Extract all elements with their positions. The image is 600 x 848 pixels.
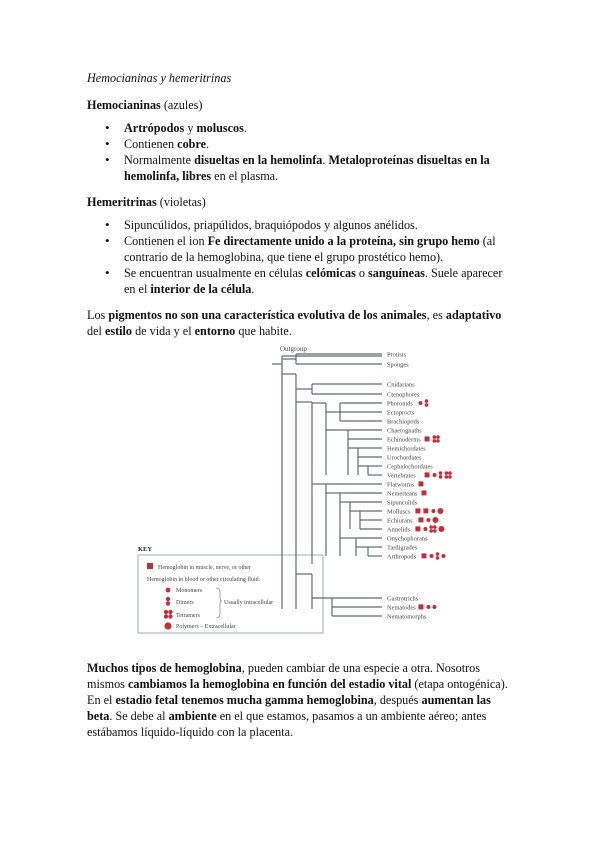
phylogeny-tree (136, 342, 488, 638)
hemoglobin-marker-mono (430, 554, 434, 558)
key-intracellular-label: Usually intracellular (224, 600, 274, 606)
hemoglobin-marker-mono (431, 509, 435, 513)
tree-labels (387, 352, 433, 621)
hemoglobin-marker-sq (422, 553, 427, 558)
taxon-label-cnidarians: Cnidarians (387, 381, 415, 389)
taxon-label-arthropods: Arthropods (387, 553, 417, 561)
hemoglobin-marker-tetra (445, 471, 452, 478)
document-body (87, 70, 512, 339)
taxon-label-hemichordates: Hemichordates (387, 445, 426, 453)
taxon-label-ctenophores: Ctenophores (387, 391, 420, 399)
list-item: • Se encuentran usualmente en células celómicas o sanguíneas. Suele aparecer en el interior de la célula. (124, 265, 512, 297)
key-title: KEY (138, 546, 153, 553)
hemoglobin-marker-mono (442, 554, 446, 558)
hemocianinas-heading: Hemocianinas (azules) (87, 98, 203, 112)
taxon-label-tardigrades: Tardigrades (387, 544, 418, 552)
taxon-label-onychophorans: Onychophorans (387, 535, 428, 543)
key-monomers-label: Monomers (176, 588, 202, 594)
taxon-label-ectoprocts: Ectoprocts (387, 409, 415, 417)
key-muscle-label: Hemoglobin in muscle, nerve, or other (158, 565, 251, 571)
key-polymers-label: Polymers – Extracellular (176, 624, 236, 630)
outgroup-label: Outgroup (280, 345, 307, 353)
hemocianinas-list (87, 120, 512, 184)
taxon-label-cephalochordates: Cephalochordates (387, 463, 433, 471)
key-muscle-square (147, 563, 153, 569)
hemoglobin-marker-mono (426, 518, 430, 522)
taxon-label-echiurans: Echiurans (387, 517, 413, 525)
hemoglobin-marker-mono (423, 527, 427, 531)
taxon-label-brachiopods: Brachiopods (387, 418, 420, 426)
hemoglobin-marker-sq (422, 490, 427, 495)
hemoglobin-marker-dimer (425, 399, 429, 406)
hemoglobin-marker-poly (432, 517, 438, 523)
taxon-label-urochordates: Urochordates (387, 454, 422, 462)
key-dimer-dot-a (166, 597, 170, 601)
list-item: • Contienen el ion Fe directamente unido a la proteína, sin grupo hemo (al contrario de la hemoglobina, que tiene el grupo prostético hemo). (124, 233, 512, 265)
key-dimer-dot-b (166, 601, 170, 605)
hemoglobin-marker-mono (426, 605, 430, 609)
key-intracellular-bracket (216, 588, 222, 618)
hemoglobin-marker-sq (415, 526, 420, 531)
list-item: • Artrópodos y moluscos. (124, 120, 512, 136)
hemoglobin-marker-sq (418, 481, 423, 486)
taxon-label-sponges: Sponges (387, 361, 409, 369)
hemoglobin-marker-sq (418, 604, 423, 609)
hemoglobin-marker-poly (437, 508, 443, 514)
hemoglobin-marker-tetra (429, 525, 436, 532)
taxon-label-nemerteans: Nemerteans (387, 490, 418, 498)
key-tetramer-icon (164, 610, 173, 619)
taxon-label-vertebrates: Vertebrates (387, 472, 416, 480)
hemoglobin-marker-sq (415, 508, 420, 513)
taxon-label-nematodes: Nematodes (387, 604, 416, 612)
key-tetramers-label: Tetramers (176, 613, 200, 619)
taxon-label-flatworms: Flatworms (387, 481, 415, 489)
taxon-label-protists: Protists (387, 351, 407, 359)
hemeritrinas-heading: Hemeritrinas (violetas) (87, 195, 206, 209)
hemoglobin-marker-sq (423, 508, 428, 513)
hemoglobina-paragraph: Muchos tipos de hemoglobina, pueden cambiar de una especie a otra. Nosotros mismos cambiamos la hemoglobina en función del estadio vital (etapa ontogénica). En el estadio fetal tenemos mucha gamma hemoglobina, después aumentan las beta. Se debe al ambiente en el que estamos, pasamos a un ambiente aéreo; antes estábamos líquido-líquido con la placenta. (87, 661, 508, 739)
hemoglobin-marker-mono (418, 401, 422, 405)
key-polymer-dot (164, 622, 171, 629)
hemoglobin-marker-dimer (436, 552, 440, 559)
hemoglobin-phylogeny-figure (136, 342, 488, 638)
hemoglobin-marker-sq (425, 436, 430, 441)
hemoglobin-marker-sq (425, 472, 430, 477)
hemeritrinas-list (87, 217, 512, 297)
taxon-label-nematomorphs: Nematomorphs (387, 613, 427, 621)
key-dimers-label: Dimers (176, 600, 194, 606)
hemoglobin-marker-mono (433, 473, 437, 477)
hemoglobin-marker-sq (418, 517, 423, 522)
tree-branches (272, 354, 382, 616)
key-monomer-dot (166, 588, 171, 593)
hemoglobin-marker-tetra (433, 435, 440, 442)
taxon-label-molluscs: Molluscs (387, 508, 411, 516)
taxon-label-chaetognaths: Chaetognaths (387, 427, 422, 435)
hemoglobin-marker-poly (438, 526, 444, 532)
pigmentos-paragraph: Los pigmentos no son una característica evolutiva de los animales, es adaptativo del estilo de vida y el entorno que habite. (87, 308, 502, 338)
taxon-label-phoronids: Phoronids (387, 400, 413, 408)
key-blood-label: Hemoglobin in blood or other circulating fluid: (147, 577, 261, 583)
taxon-label-gastrotrichs: Gastrotrichs (387, 595, 419, 603)
hemoglobin-marker-dimer (439, 471, 443, 478)
list-item: • Sipuncúlidos, priapúlidos, braquiópodos y algunos anélidos. (124, 217, 512, 233)
taxon-label-echinoderms: Echinoderms (387, 436, 421, 444)
taxon-label-sipunculids: Sipunculids (387, 499, 418, 507)
list-item: • Contienen cobre. (124, 136, 512, 152)
hemoglobin-marker-mono (432, 605, 436, 609)
taxon-label-annelids: Annelids (387, 526, 411, 534)
section-title: Hemocianinas y hemeritrinas (87, 71, 232, 85)
list-item: • Normalmente disueltas en la hemolinfa. Metaloproteínas disueltas en la hemolinfa, libres en el plasma. (124, 152, 512, 184)
